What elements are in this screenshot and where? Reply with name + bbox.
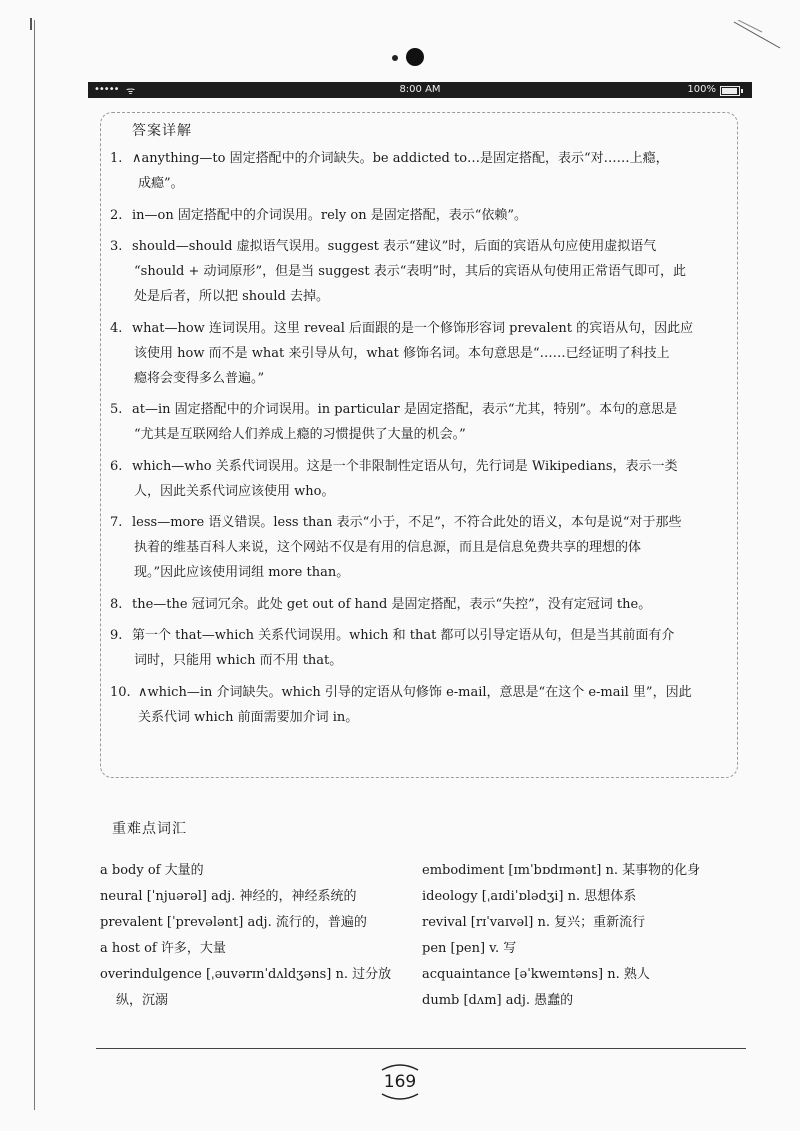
answer-text: at—in 固定搭配中的介词误用。in particular 是固定搭配，表示“尤其，特别”。本句的意思是 <box>132 402 678 417</box>
page-number: 169 <box>383 1072 417 1092</box>
answer-number: 10. <box>110 684 131 700</box>
device-status-bar <box>88 82 752 98</box>
answer-text: 关系代词 which 前面需要加介词 in。 <box>138 709 359 725</box>
answer-item <box>110 146 725 196</box>
answer-text: which—who 关系代词误用。这是一个非限制性定语从句，先行词是 Wikipedians，表示一类 <box>132 458 678 474</box>
answer-text: 第一个 that—which 关系代词误用。which 和 that 都可以引导定语从句，但是当其前面有介 <box>132 628 675 643</box>
answer-text: what—how 连词误用。这里 reveal 后面跟的是一个修饰形容词 prevalent 的宾语从句，因此应 <box>132 320 694 336</box>
scan-edge-line <box>34 20 35 1110</box>
answer-text: “尤其是互联网给人们养成上瘾的习惯提供了大量的机会。” <box>134 427 466 442</box>
vocab-entry: dumb [dʌm] adj. 愚蠢的 <box>422 993 574 1008</box>
vocab-entry: embodiment [ɪmˈbɒdɪmənt] n. 某事物的化身 <box>422 863 701 878</box>
answer-number: 8. <box>110 596 123 612</box>
answer-item <box>110 680 725 730</box>
answer-text: 人，因此关系代词应该使用 who。 <box>134 483 335 499</box>
answer-item <box>110 454 725 504</box>
answer-number: 2. <box>110 207 123 223</box>
answer-number: 6. <box>110 458 123 474</box>
answer-text: 执着的维基百科人来说，这个网站不仅是有用的信息源，而且是信息免费共享的理想的体 <box>134 540 642 555</box>
vocab-list-right <box>422 858 742 1014</box>
answer-item <box>110 510 725 585</box>
scan-mark <box>30 18 41 30</box>
answer-item <box>110 203 725 228</box>
vocab-entry: revival [rɪˈvaɪvəl] n. 复兴；重新流行 <box>422 915 646 930</box>
answer-text: less—more 语义错误。less than 表示“小于，不足”，不符合此处的语义，本句是说“对于那些 <box>132 515 682 530</box>
vocab-entry: neural [ˈnjuərəl] adj. 神经的，神经系统的 <box>100 889 357 904</box>
answer-number: 3. <box>110 239 123 254</box>
answer-number: 5. <box>110 402 123 417</box>
vocab-entry <box>100 962 405 1014</box>
battery-percent: 100% <box>687 84 716 95</box>
answer-text: “should + 动词原形”，但是当 suggest 表示“表明”时，其后的宾语从句使用正常语气即可，此 <box>134 264 687 279</box>
answer-item <box>110 316 725 391</box>
page-number-badge <box>360 1058 440 1108</box>
answer-text: should—should 虚拟语气误用。suggest 表示“建议”时，后面的宾语从句应使用虚拟语气 <box>132 239 657 254</box>
answer-text: 该使用 how 而不是 what 来引导从句，what 修饰名词。本句意思是“……已经证明了科技上 <box>134 345 670 361</box>
answer-list <box>110 146 725 736</box>
answer-item <box>110 592 725 617</box>
answer-number: 4. <box>110 320 123 336</box>
vocab-entry: pen [pen] v. 写 <box>422 941 517 956</box>
battery-fill <box>722 88 737 94</box>
scan-corner-mark <box>732 20 782 50</box>
vocab-list-left <box>100 858 405 1014</box>
wifi-icon: ᯤ <box>126 86 136 97</box>
vocab-section-title: 重难点词汇 <box>112 821 187 837</box>
dot-small-icon <box>392 55 398 61</box>
answer-item <box>110 623 725 673</box>
vocab-entry: prevalent [ˈprevələnt] adj. 流行的，普遍的 <box>100 915 367 930</box>
vocab-entry: ideology [ˌaɪdiˈɒlədʒi] n. 思想体系 <box>422 889 637 904</box>
vocab-line: 纵，沉溺 <box>116 993 169 1008</box>
dot-big-icon <box>406 48 424 66</box>
vocab-entry: a body of 大量的 <box>100 863 204 878</box>
answer-number: 1. <box>110 151 123 166</box>
answer-section-title: 答案详解 <box>132 123 192 139</box>
battery-icon <box>720 86 740 96</box>
vocab-entry: acquaintance [əˈkweɪntəns] n. 熟人 <box>422 967 650 982</box>
answer-text: 现。”因此应该使用词组 more than。 <box>134 565 350 580</box>
answer-text: the—the 冠词冗余。此处 get out of hand 是固定搭配，表示“失控”，没有定冠词 the。 <box>132 596 652 612</box>
answer-text: ∧which—in 介词缺失。which 引导的定语从句修饰 e-mail，意思是“在这个 e-mail 里”，因此 <box>138 684 692 700</box>
answer-text: 成瘾”。 <box>138 176 184 191</box>
answer-item <box>110 397 725 447</box>
answer-text: in—on 固定搭配中的介词误用。rely on 是固定搭配，表示“依赖”。 <box>132 207 528 223</box>
signal-icon: ••••• <box>94 84 119 95</box>
footer-divider <box>96 1048 746 1049</box>
answer-text: 词时，只能用 which 而不用 that。 <box>134 653 343 668</box>
answer-item <box>110 234 725 309</box>
answer-number: 9. <box>110 628 123 643</box>
answer-text: 瘾将会变得多么普遍。” <box>134 370 265 386</box>
answer-text: 处是后者，所以把 should 去掉。 <box>134 289 329 304</box>
vocab-line: overindulgence [ˌəuvərɪnˈdʌldʒəns] n. 过分放 <box>100 967 392 982</box>
status-time: 8:00 AM <box>399 84 441 95</box>
vocab-entry: a host of 许多，大量 <box>100 941 226 956</box>
answer-text: ∧anything—to 固定搭配中的介词缺失。be addicted to…是固定搭配，表示“对……上瘾， <box>132 151 669 166</box>
answer-number: 7. <box>110 515 123 530</box>
